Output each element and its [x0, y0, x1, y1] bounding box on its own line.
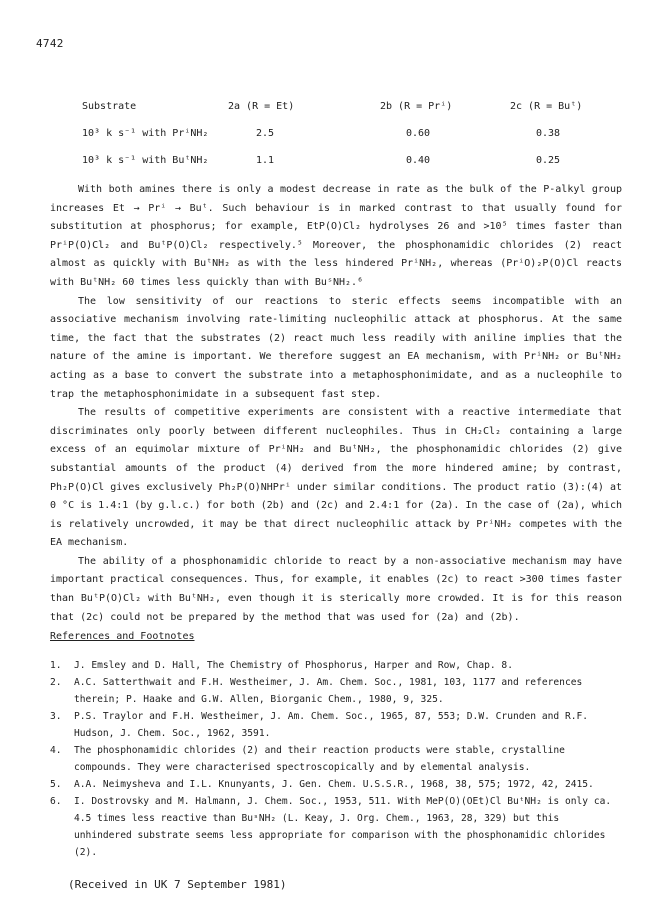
table-header-2b: 2b (R = Prⁱ): [380, 101, 453, 112]
reference-number: 3.: [50, 711, 62, 722]
reference-number: 4.: [50, 745, 62, 756]
table-cell: 0.38: [536, 128, 561, 139]
reference-item: [50, 657, 622, 674]
table-cell: 0.25: [536, 155, 561, 166]
references-list: [50, 657, 622, 861]
reference-item: [50, 793, 622, 861]
paragraph: The ability of a phosphonamidic chloride to react by a non-associative mechanism may have important practical consequences. Thus, for example, it enables (2c) to react >300 times faster than BuᵗP(O)Cl₂ with BuᵗNH₂, even though it is sterically more crowded. It is for this reason that (2c) could not be prepared by the method that was used for (2a) and (2b).: [50, 555, 622, 623]
rate-constant-table: [82, 101, 602, 182]
table-header-2a: 2a (R = Et): [228, 101, 295, 112]
reference-text: The phosphonamidic chlorides (2) and their reaction products were stable, crystalline compounds. They were characterised spectroscopically and by elemental analysis.: [74, 745, 565, 773]
table-row: [82, 155, 602, 182]
reference-text: I. Dostrovsky and M. Halmann, J. Chem. Soc., 1953, 511. With MeP(O)(OEt)Cl BuᵗNH₂ is only ca. 4.5 times less reactive than BuˢNH₂ (L. Keay, J. Org. Chem., 1963, 28, 329) but this unhindered substrate seems less appropriate for comparison with the phosphonamidic chlorides (2).: [74, 796, 612, 858]
table-row-label: 10³ k s⁻¹ with PrⁱNH₂: [82, 128, 209, 139]
body-text: [50, 181, 622, 627]
table-header-row: [82, 101, 602, 128]
paragraph: The results of competitive experiments are consistent with a reactive intermediate that discriminates only poorly between different nucleophiles. Thus in CH₂Cl₂ containing a large excess of an equimolar mixture of PrⁱNH₂ and BuᵗNH₂, the phosphonamidic chlorides (2) give substantial amounts of the product (4) derived from the more hindered amine; by contrast, Ph₂P(O)Cl gives exclusively Ph₂P(O)NHPrⁱ under similar conditions. The product ratio (3):(4) at 0 °C is 1.4:1 (by g.l.c.) for both (2b) and (2c) and 2.4:1 for (2a). In the case of (2a), which is relatively uncrowded, it may be that direct nucleophilic attack by PrⁱNH₂ competes with the EA mechanism.: [50, 407, 622, 549]
reference-number: 5.: [50, 779, 62, 790]
received-date: (Received in UK 7 September 1981): [68, 878, 287, 891]
table-header-substrate: Substrate: [82, 101, 137, 112]
table-cell: 0.40: [406, 155, 431, 166]
table-cell: 0.60: [406, 128, 431, 139]
table-row: [82, 128, 602, 155]
reference-text: P.S. Traylor and F.H. Westheimer, J. Am. Chem. Soc., 1965, 87, 553; D.W. Crunden and R.F. Hudson, J. Chem. Soc., 1962, 3591.: [74, 711, 589, 739]
reference-item: [50, 742, 622, 776]
reference-number: 2.: [50, 677, 62, 688]
reference-text: J. Emsley and D. Hall, The Chemistry of Phosphorus, Harper and Row, Chap. 8.: [74, 660, 513, 671]
reference-text: A.C. Satterthwait and F.H. Westheimer, J. Am. Chem. Soc., 1981, 103, 1177 and references therein; P. Haake and G.W. Allen, Biorganic Chem., 1980, 9, 325.: [74, 677, 583, 705]
reference-number: 1.: [50, 660, 62, 671]
reference-item: [50, 674, 622, 708]
reference-number: 6.: [50, 796, 62, 807]
table-row-label: 10³ k s⁻¹ with BuᵗNH₂: [82, 155, 209, 166]
references-heading: References and Footnotes: [50, 631, 195, 642]
table-cell: 2.5: [256, 128, 275, 139]
table-cell: 1.1: [256, 155, 275, 166]
page-number: 4742: [36, 37, 64, 50]
reference-text: A.A. Neimysheva and I.L. Knunyants, J. Gen. Chem. U.S.S.R., 1968, 38, 575; 1972, 42, 2415.: [74, 779, 594, 790]
paragraph: The low sensitivity of our reactions to steric effects seems incompatible with an associative mechanism involving rate-limiting nucleophilic attack at phosphorus. At the same time, the fact that the substrates (2) react much less readily with aniline implies that the nature of the amine is important. We therefore suggest an EA mechanism, with PrⁱNH₂ or BuᵗNH₂ acting as a base to convert the substrate into a metaphosphonimidate, and as a nucleophile to trap the metaphosphonimidate in a subsequent fast step.: [50, 295, 622, 400]
table-header-2c: 2c (R = Buᵗ): [510, 101, 583, 112]
paragraph: With both amines there is only a modest decrease in rate as the bulk of the P-alkyl group increases Et → Prⁱ → Buᵗ. Such behaviour is in marked contrast to that usually found for substitution at phosphorus; for example, EtP(O)Cl₂ hydrolyses 26 and >10⁵ times faster than PrⁱP(O)Cl₂ and BuᵗP(O)Cl₂ respectively.⁵ Moreover, the phosphonamidic chlorides (2) react almost as quickly with BuᵗNH₂ as with the less hindered PrⁱNH₂, whereas (PrⁱO)₂P(O)Cl reacts with BuᵗNH₂ 60 times less quickly than with BuˢNH₂.⁶: [50, 184, 622, 288]
reference-item: [50, 776, 622, 793]
reference-item: [50, 708, 622, 742]
